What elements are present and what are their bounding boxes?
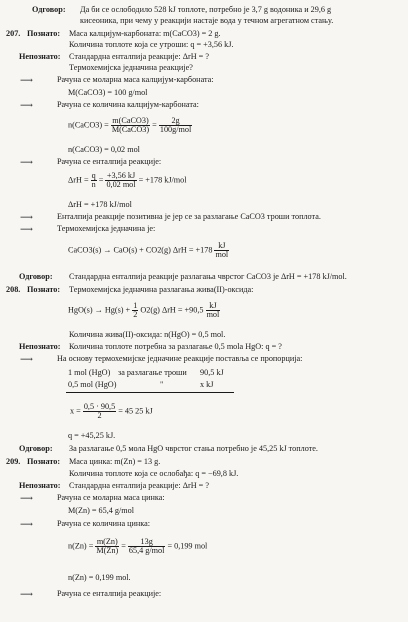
fraction	[105, 172, 136, 189]
numerator: +3,56 kJ	[106, 171, 136, 180]
proportion-divider	[66, 392, 234, 393]
denominator: 65,4 g/mol	[128, 546, 165, 556]
unknown-text: Стандардна енталпија реакције: ΔrH = ?	[69, 481, 209, 490]
eq-sign: =	[121, 541, 126, 551]
step-text: На основу термохемијске једначине реакције поставља се пропорција:	[57, 354, 303, 363]
problem-number: 209.	[6, 457, 21, 466]
arrow-icon: ⟶	[20, 519, 33, 529]
unknown-label: Непознато:	[19, 481, 61, 490]
answer-text: Да би се ослободило 528 kJ топлоте, потребно је 3,7 g водоника и 29,6 g	[80, 5, 332, 14]
numerator: kJ	[214, 242, 229, 251]
numerator: m(CaCO3)	[112, 116, 149, 125]
equation: n(CaCO3) = 0,02 mol	[68, 145, 140, 154]
unknown-text: Термохемијска једначина реакције?	[69, 63, 193, 72]
fraction	[83, 403, 116, 420]
proportion-cell: за разлагање троши	[118, 368, 187, 377]
step-text: Рачуна се моларна маса цинка:	[57, 493, 165, 502]
step-text: Рачуна се енталпија реакције:	[57, 157, 162, 166]
eq-left: n(Zn) =	[68, 541, 94, 551]
known-text: Маса калцијум-карбоната: m(CaCO3) = 2 g.	[69, 29, 221, 38]
unknown-text: Стандардна енталпија реакције: ΔrH = ?	[69, 52, 209, 61]
fraction	[214, 242, 229, 259]
equation: M(Zn) = 65,4 g/mol	[68, 506, 135, 515]
equation-n-zn	[68, 538, 207, 555]
eq-left: ΔrH =	[68, 175, 89, 185]
denominator: 100g/mol	[159, 125, 192, 135]
known-label: Познато:	[27, 285, 61, 294]
fraction	[132, 302, 138, 319]
equation-n-caco3	[68, 117, 192, 134]
denominator: mol	[206, 310, 220, 320]
proportion-cell: "	[160, 380, 164, 389]
denominator: 2	[97, 411, 102, 421]
step-text: Рачуна се моларна маса калцијум-карбоната:	[57, 75, 214, 84]
equation: n(Zn) = 0,199 mol.	[68, 573, 131, 582]
equation: M(CaCO3) = 100 g/mol	[68, 88, 148, 97]
arrow-icon: ⟶	[20, 354, 33, 364]
answer-label: Одговор:	[32, 5, 66, 14]
problem-number: 207.	[6, 29, 21, 38]
arrow-icon: ⟶	[20, 75, 33, 85]
answer-text: За разлагање 0,5 мола HgO чврстог стања потребно је 45,25 kJ топлоте.	[69, 444, 318, 453]
arrow-icon: ⟶	[20, 212, 33, 222]
denominator: 2	[133, 310, 138, 320]
proportion-cell: x kJ	[200, 380, 214, 389]
arrow-icon: ⟶	[20, 157, 33, 167]
fraction	[159, 117, 192, 134]
fraction	[206, 302, 221, 319]
fraction	[95, 538, 119, 555]
unknown-text: Количина топлоте потребна за разлагање 0,5 mola HgO: q = ?	[69, 342, 282, 351]
arrow-icon: ⟶	[20, 224, 33, 234]
numerator: 1	[133, 301, 138, 310]
known-label: Познато:	[27, 457, 61, 466]
proportion-cell: 0,5 mol (HgO)	[68, 380, 117, 389]
arrow-icon: ⟶	[20, 100, 33, 110]
answer-text: Стандардна енталпија реакције разлагања чврстог CaCO3 је ΔrH = +178 kJ/mol.	[69, 272, 347, 281]
thermo-equation	[68, 302, 220, 319]
denominator: M(Zn)	[96, 546, 119, 556]
eq-text: O2(g) ΔrH = +90,5	[140, 305, 204, 315]
denominator: M(CaCO3)	[111, 125, 150, 135]
denominator: mol	[215, 250, 229, 260]
denominator: n	[91, 180, 96, 190]
step-text: Рачуна се количина цинка:	[57, 519, 151, 528]
equation: q = +45,25 kJ.	[68, 431, 116, 440]
eq-result: = 0,199 mol	[167, 541, 208, 551]
equation-x	[70, 403, 153, 420]
eq-left: n(CaCO3) =	[68, 120, 109, 130]
eq-sign: =	[152, 120, 157, 130]
known-text: Количина топлоте која се утроши: q = +3,56 kJ.	[69, 40, 234, 49]
step-text: Рачуна се енталпија реакције:	[57, 589, 162, 598]
answer-text: кисеоника, при чему у реакцији настаје вода у течном агрегатном стању.	[80, 16, 334, 25]
numerator: 13g	[128, 538, 165, 547]
eq-result: = +178 kJ/mol	[138, 175, 187, 185]
step-text: Рачуна се количина калцијум-карбоната:	[57, 100, 199, 109]
known-text: Маса цинка: m(Zn) = 13 g.	[69, 457, 161, 466]
known-text: Термохемијска једначина разлагања жива(II)-оксида:	[69, 285, 254, 294]
problem-number: 208.	[6, 285, 21, 294]
eq-result: = 45 25 kJ	[118, 406, 153, 416]
known-text: Количина топлоте која се ослобађа: q = −69,8 kJ.	[69, 469, 239, 478]
fraction	[91, 172, 97, 189]
arrow-icon: ⟶	[20, 493, 33, 503]
numerator: 2g	[159, 117, 192, 126]
proportion-cell: 90,5 kJ	[200, 368, 224, 377]
answer-label: Одговор:	[19, 272, 53, 281]
equation-dh	[68, 172, 187, 189]
known-text: Количина жива(II)-оксида: n(HgO) = 0,5 mol.	[69, 330, 226, 339]
eq-text: CaCO3(s) → CaO(s) + CO2(g) ΔrH = +178	[68, 245, 213, 255]
unknown-label: Непознато:	[19, 342, 61, 351]
known-label: Познато:	[27, 29, 61, 38]
fraction	[128, 538, 165, 555]
unknown-label: Непознато:	[19, 52, 61, 61]
numerator: 0,5 · 90,5	[83, 402, 116, 411]
proportion-cell: 1 mol (HgO)	[68, 368, 111, 377]
numerator: m(Zn)	[96, 537, 118, 546]
numerator: q	[91, 171, 96, 180]
numerator: kJ	[206, 302, 221, 311]
answer-label: Одговор:	[19, 444, 53, 453]
eq-sign: =	[98, 175, 104, 185]
arrow-icon: ⟶	[20, 589, 33, 599]
fraction	[111, 117, 150, 134]
eq-left: x =	[70, 406, 81, 416]
step-text: Термохемијска једначина је:	[57, 224, 156, 233]
note-text: Енталпија реакције позитивна је јер се за разлагање CaCO3 троши топлота.	[57, 212, 321, 221]
thermo-equation	[68, 242, 229, 259]
denominator: 0,02 mol	[106, 180, 136, 190]
equation: ΔrH = +178 kJ/mol	[68, 200, 132, 209]
eq-text: HgO(s) → Hg(s) +	[68, 305, 131, 315]
